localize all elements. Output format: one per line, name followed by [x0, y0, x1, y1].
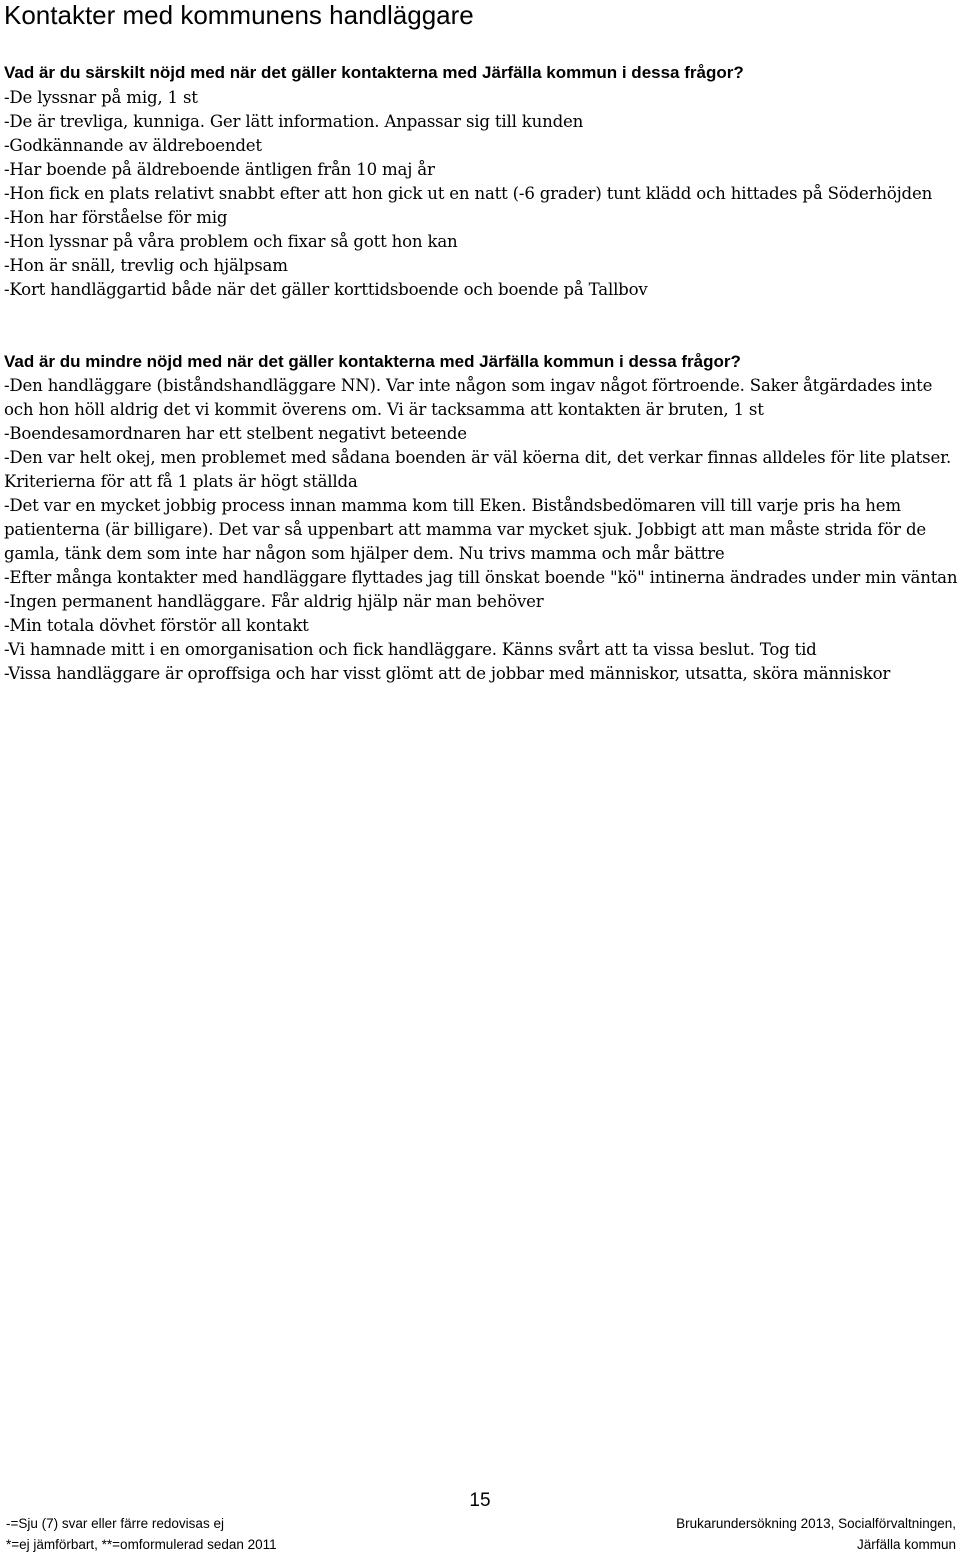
list-item: -Den var helt okej, men problemet med sådana boenden är väl köerna dit, det verkar finnas alldeles för lite platser. Kriterierna för att få 1 plats är högt ställda: [4, 448, 952, 491]
list-item: -Hon har förståelse för mig: [4, 208, 228, 227]
list-item: -Efter många kontakter med handläggare flyttades jag till önskat boende "kö" intinerna ändrades under min väntan: [4, 568, 958, 587]
list-item: -Vissa handläggare är oproffsiga och har visst glömt att de jobbar med människor, utsatta, sköra människor: [4, 664, 891, 683]
list-item: -Den handläggare (biståndshandläggare NN). Var inte någon som ingav något förtroende. Saker åtgärdades inte och hon höll aldrig det vi kommit överens om. Vi är tacksamma att kontakten är bruten, 1 st: [4, 376, 933, 419]
answer-list-less-satisfied: [4, 374, 958, 686]
question-less-satisfied: Vad är du mindre nöjd med när det gäller kontakterna med Järfälla kommun i dessa frågor?: [4, 352, 741, 371]
list-item: -De lyssnar på mig, 1 st: [4, 88, 198, 107]
page-title: Kontakter med kommunens handläggare: [4, 0, 474, 30]
footer-source-line: Järfälla kommun: [856, 1537, 956, 1552]
list-item: -Min totala dövhet förstör all kontakt: [4, 616, 309, 635]
list-item: -Det var en mycket jobbig process innan mamma kom till Eken. Biståndsbedömaren vill till varje pris ha hem patienterna (är billigare). Det var så uppenbart att mamma var mycket sjuk. Jobbigt att man måste strida för de gamla, tänk dem som inte har någon som hjälper dem. Nu trivs mamma och mår bättre: [4, 496, 927, 563]
list-item: -Hon fick en plats relativt snabbt efter att hon gick ut en natt (-6 grader) tunt klädd och hittades på Söderhöjden: [4, 184, 933, 203]
list-item: -Boendesamordnaren har ett stelbent negativt beteende: [4, 424, 467, 443]
footer-source: [676, 1513, 956, 1555]
footer-notes: [6, 1513, 277, 1555]
list-item: -Ingen permanent handläggare. Får aldrig hjälp när man behöver: [4, 592, 544, 611]
question-satisfied: Vad är du särskilt nöjd med när det gäller kontakterna med Järfälla kommun i dessa frågor?: [4, 63, 744, 82]
list-item: -Hon är snäll, trevlig och hjälpsam: [4, 256, 288, 275]
list-item: -Vi hamnade mitt i en omorganisation och fick handläggare. Känns svårt att ta vissa beslut. Tog tid: [4, 640, 817, 659]
footer-source-line: Brukarundersökning 2013, Socialförvaltningen,: [676, 1516, 956, 1531]
list-item: -Godkännande av äldreboendet: [4, 136, 262, 155]
list-item: -Kort handläggartid både när det gäller korttidsboende och boende på Tallbov: [4, 280, 648, 299]
list-item: -Har boende på äldreboende äntligen från 10 maj år: [4, 160, 435, 179]
footer-note-line: -=Sju (7) svar eller färre redovisas ej: [6, 1516, 224, 1531]
list-item: -De är trevliga, kunniga. Ger lätt information. Anpassar sig till kunden: [4, 112, 584, 131]
list-item: -Hon lyssnar på våra problem och fixar så gott hon kan: [4, 232, 458, 251]
footer-note-line: *=ej jämförbart, **=omformulerad sedan 2011: [6, 1537, 277, 1552]
page-number: 15: [469, 1490, 491, 1511]
answer-list-satisfied: [4, 86, 958, 302]
